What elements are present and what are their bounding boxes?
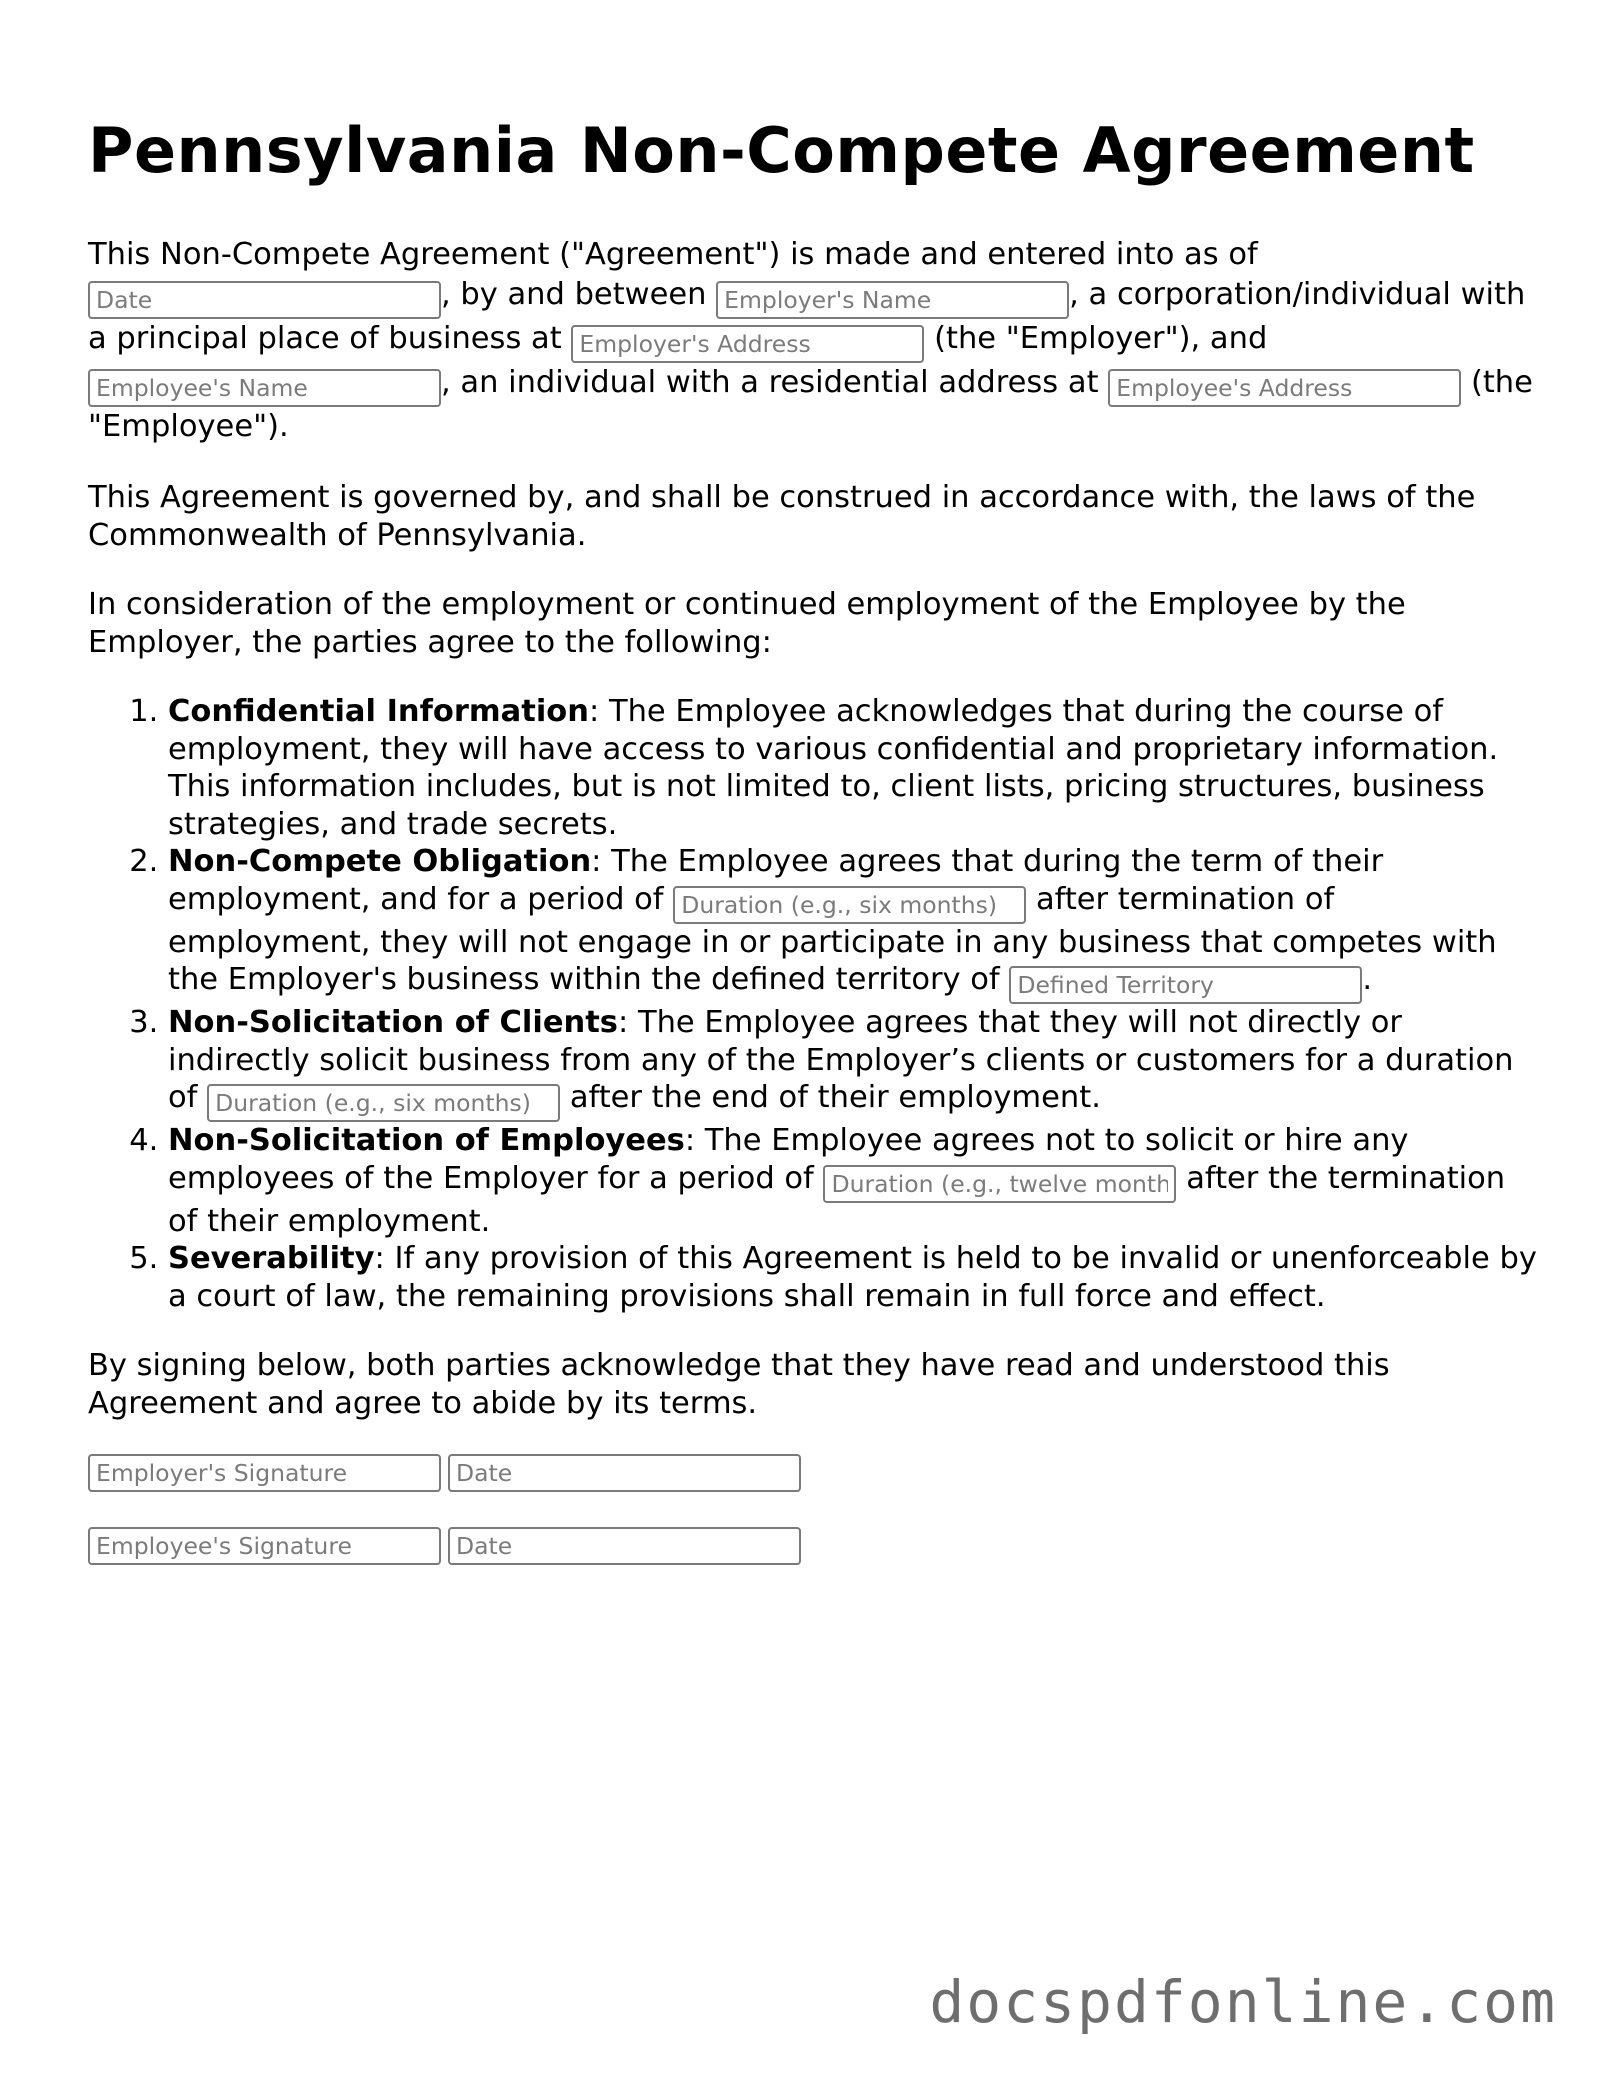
employer-signature-row (88, 1454, 1543, 1496)
intro-text: (the "Employer"), and (934, 321, 1268, 356)
clause-item (168, 843, 1543, 1004)
clause-text: : The Employee agrees not to solicit or hire any employees of the Employer for a period of (168, 1123, 1409, 1196)
clause-text: : The Employee agrees that they will not directly or indirectly solicit business from any of the Employer’s clients or customers for a duration of (168, 1005, 1514, 1115)
employer-signature-input[interactable] (88, 1454, 441, 1492)
clause-heading: Confidential Information (168, 694, 589, 729)
clause-item (168, 1122, 1543, 1240)
employee-signature-date-input[interactable] (448, 1527, 801, 1565)
intro-text: (the "Employee"). (88, 365, 1533, 444)
intro-text: , an individual with a residential address at (441, 365, 1099, 400)
clause-text: after the termination of their employment. (168, 1160, 1506, 1239)
intro-text: This Non-Compete Agreement ("Agreement") is made and entered into as of (88, 237, 1258, 272)
clause-list (88, 693, 1543, 1315)
intro-text: , a corporation/individual with a principal place of business at (88, 277, 1526, 356)
employee-address-input[interactable] (1108, 369, 1461, 407)
intro-paragraph (88, 235, 1543, 447)
intro-text: , by and between (441, 277, 707, 312)
clause-text: : The Employee acknowledges that during the course of employment, they will have access to various confidential and proprietary information. This information includes, but is not limited to, client lists, pricing structures, business strategies, and trade secrets. (168, 694, 1499, 842)
employee-signature-input[interactable] (88, 1527, 441, 1565)
clause-heading: Non-Solicitation of Clients (168, 1005, 618, 1040)
clause-item (168, 1240, 1543, 1315)
agreement-document (88, 112, 1543, 1600)
clause-text: . (1362, 962, 1373, 997)
employee-name-input[interactable] (88, 369, 441, 407)
clause-text: after the end of their employment. (569, 1080, 1101, 1115)
clause-heading: Non-Compete Obligation (168, 844, 592, 879)
employee-solicitation-duration-input[interactable] (823, 1165, 1176, 1203)
clause-item (168, 1004, 1543, 1122)
consideration-paragraph: In consideration of the employment or continued employment of the Employee by the Employer, the parties agree to the following: (88, 587, 1406, 660)
defined-territory-input[interactable] (1009, 966, 1362, 1004)
governing-law-paragraph: This Agreement is governed by, and shall be construed in accordance with, the laws of the Commonwealth of Pennsylvania. (88, 480, 1476, 553)
clause-heading: Severability (168, 1241, 375, 1276)
non-compete-duration-input[interactable] (673, 886, 1026, 924)
page-title: Pennsylvania Non-Compete Agreement (88, 114, 1475, 187)
clause-heading: Non-Solicitation of Employees (168, 1123, 685, 1158)
clause-text: : The Employee agrees that during the term of their employment, and for a period of (168, 844, 1384, 917)
employer-signature-date-input[interactable] (448, 1454, 801, 1492)
agreement-date-input[interactable] (88, 281, 441, 319)
watermark: docspdfonline.com (929, 1968, 1557, 2036)
employer-name-input[interactable] (716, 281, 1069, 319)
clause-text: : If any provision of this Agreement is held to be invalid or unenforceable by a court of law, the remaining provisions shall remain in full force and effect. (168, 1241, 1537, 1314)
clause-item (168, 693, 1543, 843)
clause-text: after termination of employment, they will not engage in or participate in any business that competes with the Employer's business within the defined territory of (168, 881, 1497, 997)
acknowledgment-paragraph: By signing below, both parties acknowledge that they have read and understood this Agreement and agree to abide by its terms. (88, 1348, 1390, 1421)
employer-address-input[interactable] (571, 325, 924, 363)
client-solicitation-duration-input[interactable] (207, 1084, 560, 1122)
employee-signature-row (88, 1527, 1543, 1569)
